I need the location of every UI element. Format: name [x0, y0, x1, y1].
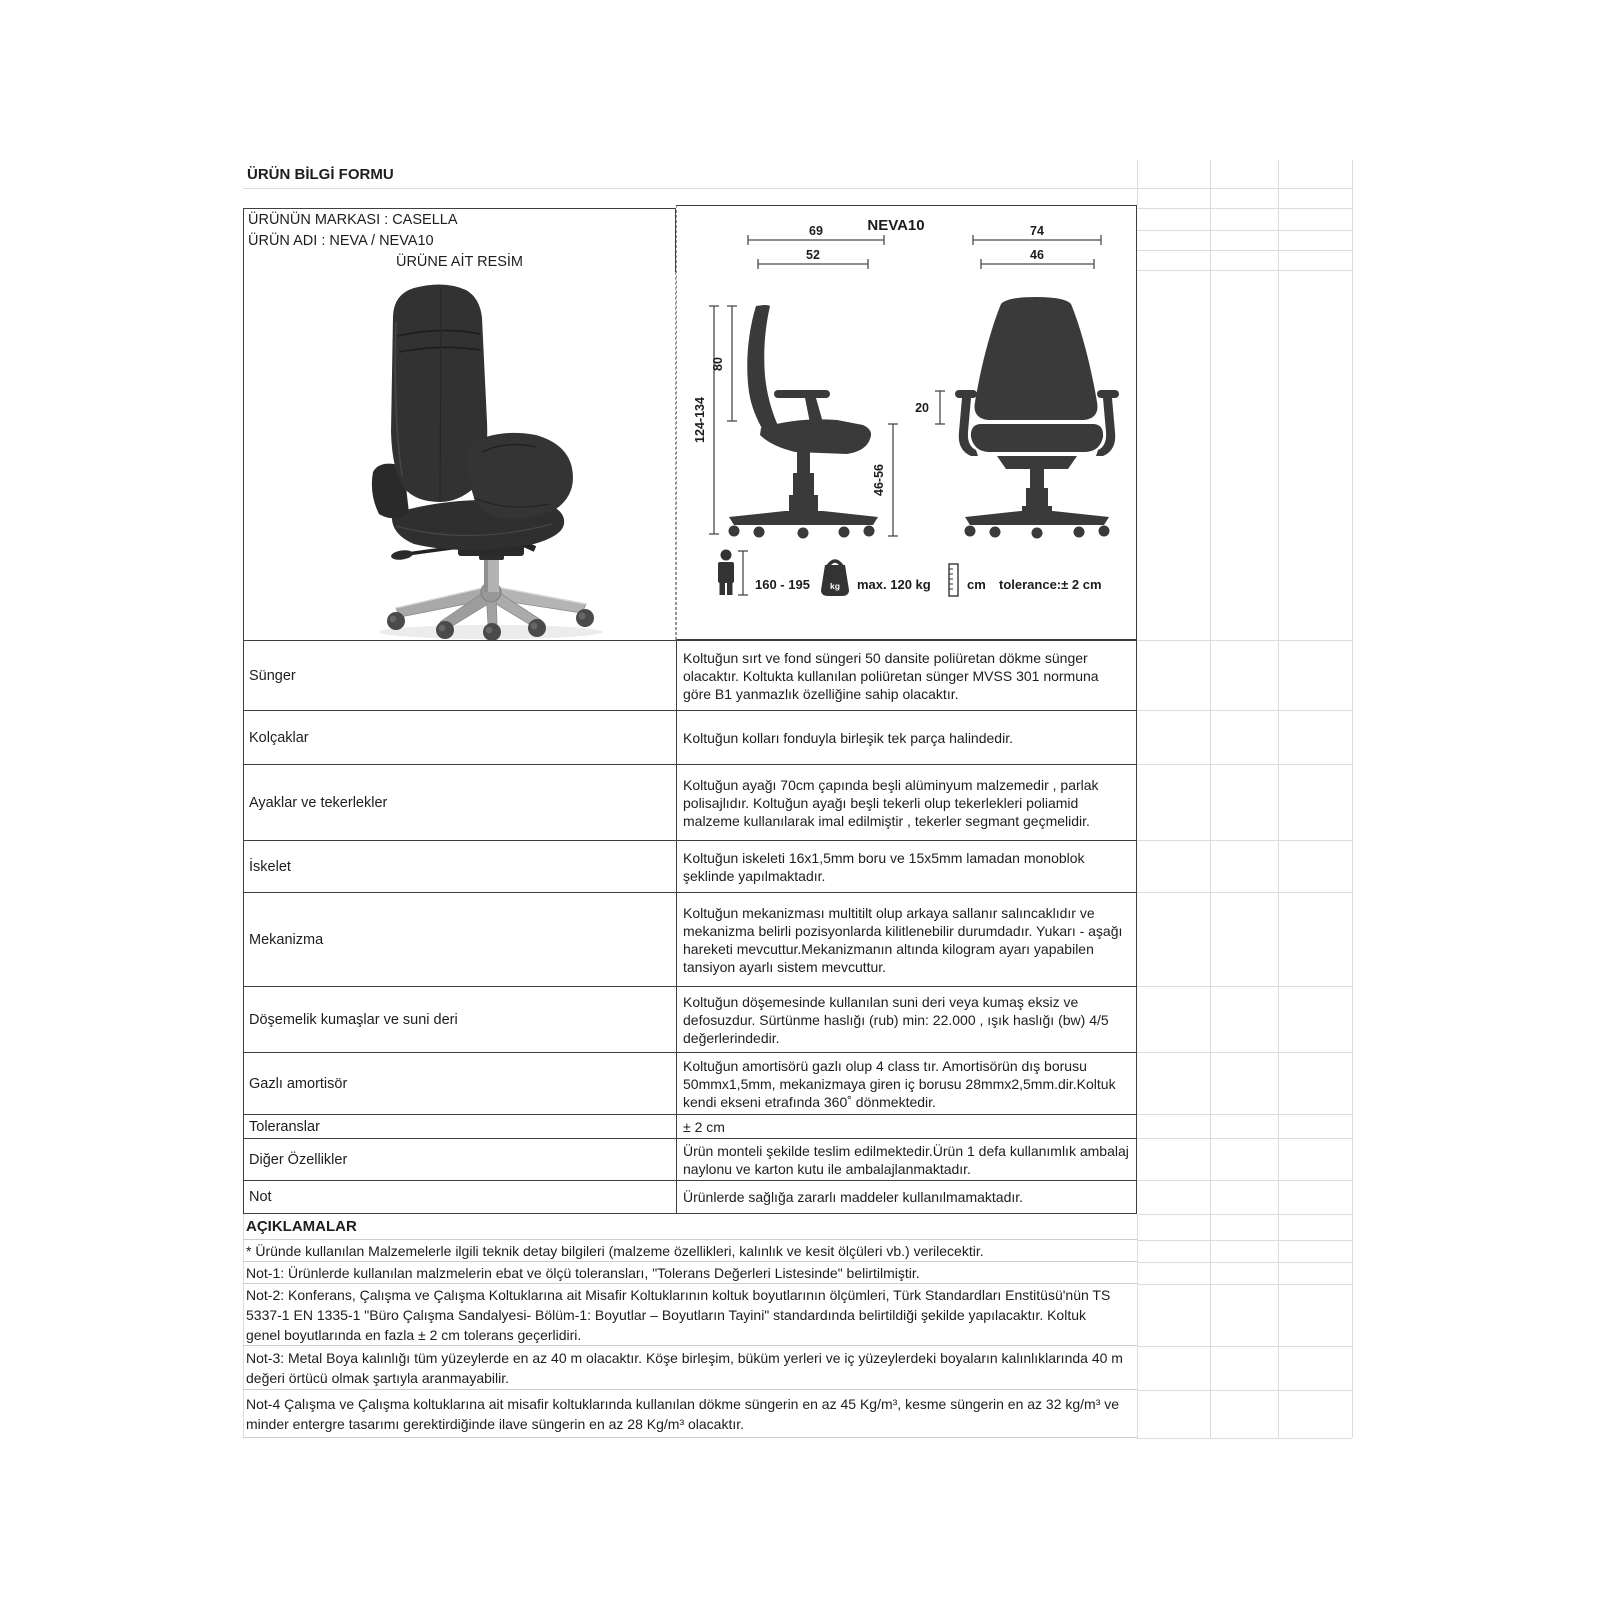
note-item: Not-2: Konferans, Çalışma ve Çalışma Koltuklarına ait Misafir Koltuklarının koltuk boyutlarının ölçümleri, Türk Standardları Enstitüsü'nün TS 5337-1 EN 1335-1 "Büro Çalışma Sandalyesi- Bölüm-1: Boyutlar – Boyutların Tayini" standardında belirtildiği şekilde yapılacaktır. Koltuk genel boyutlarında en fazla ± 2 cm tolerans geçerlidiri. [243, 1284, 1137, 1346]
table-row [244, 711, 1136, 765]
table-row [244, 1181, 1136, 1213]
dim-back-width-outer: 74 [1030, 224, 1044, 238]
spec-table [243, 640, 1137, 1214]
spec-label: Mekanizma [244, 893, 677, 986]
spec-desc: Koltuğun iskeleti 16x1,5mm boru ve 15x5mm lamadan monoblok şeklinde yapılmaktadır. [683, 849, 1085, 884]
table-row [244, 1053, 1136, 1115]
product-image-panel [243, 272, 676, 640]
brand-row: ÜRÜNÜN MARKASI : CASELLA [243, 208, 676, 231]
table-row [244, 1139, 1136, 1181]
chair-photo [244, 272, 677, 640]
spec-desc: Koltuğun mekanizması multitilt olup arkaya sallanır salıncaklıdır ve mekanizma belirli pozisyonlarda kilitlenebilir durumdadır. Yukarı - aşağı hareketi mevcuttur.Mekanizmanın altında kilogram ayarı yapabilen tansiyon ayarlı sistem mevcuttur. [683, 904, 1123, 975]
spec-label: Gazlı amortisör [244, 1053, 677, 1114]
notes-heading: AÇIKLAMALAR [243, 1214, 1137, 1240]
chair-back-view-drawing [955, 297, 1119, 539]
spec-desc: Ürün monteli şekilde teslim edilmektedir.Ürün 1 defa kullanımlık ambalaj naylonu ve karton kutu ile ambalajlanmaktadır. [683, 1142, 1129, 1177]
table-row [244, 893, 1136, 987]
spec-label: Diğer Özellikler [244, 1139, 677, 1180]
spec-desc: Koltuğun amortisörü gazlı olup 4 class tır. Amortisörün dış borusu 50mmx1,5mm, mekanizmaya giren iç borusu 28mmx2,5mm.dir.Koltuk kendi ekseni etrafında 360˚ dönmektedir. [683, 1057, 1116, 1110]
dim-side-width-outer: 69 [809, 224, 823, 238]
person-icon [718, 550, 734, 596]
unit-label: cm [967, 577, 986, 592]
spec-label: Kolçaklar [244, 711, 677, 764]
spec-label: Not [244, 1181, 677, 1213]
note-item: Not-1: Ürünlerde kullanılan malzmelerin ebat ve ölçü toleransları, "Tolerans Değerleri Listesinde" belirtilmiştir. [243, 1262, 1137, 1284]
spec-label: Döşemelik kumaşlar ve suni deri [244, 987, 677, 1052]
dimension-diagram [677, 206, 1136, 639]
diagram-model-label: NEVA10 [867, 217, 925, 234]
table-row [244, 841, 1136, 893]
weight-icon [821, 561, 849, 596]
height-gauge-line [738, 551, 748, 595]
chair-side-view-drawing [729, 305, 879, 539]
note-item: * Üründe kullanılan Malzemelerle ilgili teknik detay bilgileri (malzeme özellikleri, kalınlık ve kesit ölçüleri vb.) verilecektir. [243, 1240, 1137, 1262]
table-row [244, 641, 1136, 711]
note-item: Not-3: Metal Boya kalınlığı tüm yüzeylerde en az 40 m olacaktır. Köşe birleşim, büküm yerleri ve iç yüzeylerdeki boyaların kalınlıklarında 40 m değeri örtücü olmak şartıyla aranmayabilir. [243, 1346, 1137, 1390]
dim-back-width-inner: 46 [1030, 248, 1044, 262]
user-height-label: 160 - 195 [755, 577, 810, 592]
tolerance-label: tolerance:± 2 cm [999, 577, 1102, 592]
table-row [244, 987, 1136, 1053]
max-load-label: max. 120 kg [857, 577, 931, 592]
spec-label: İskelet [244, 841, 677, 892]
spec-desc: Koltuğun kolları fonduyla birleşik tek parça halindedir. [683, 729, 1013, 746]
spec-label: Sünger [244, 641, 677, 710]
spec-desc: Koltuğun döşemesinde kullanılan suni deri veya kumaş eksiz ve defosuzdur. Sürtünme haslığı (rub) min: 22.000 , ışık haslığı (bw) 4/5 değerlerindedir. [683, 993, 1109, 1046]
note-item: Not-4 Çalışma ve Çalışma koltuklarına ait misafir koltuklarında kullanılan dökme süngerin en az 45 Kg/m³, kesme süngerin en az 32 kg/m³ ve minder entergre tasarımı gerektirdiğinde ilave süngerin en az 28 Kg/m³ olacaktır. [243, 1390, 1137, 1438]
spec-desc: Koltuğun sırt ve fond süngeri 50 dansite poliüretan dökme sünger olacaktır. Koltukta kullanılan poliüretan sünger MVSS 301 normuna göre B1 yanmazlık özelliğine sahip olacaktır. [683, 649, 1099, 702]
dim-seat-height: 46-56 [872, 464, 886, 496]
svg-text:kg: kg [830, 581, 840, 591]
spec-label: Ayaklar ve tekerlekler [244, 765, 677, 840]
product-name-row: ÜRÜN ADI : NEVA / NEVA10 [243, 230, 676, 253]
dim-side-width-inner: 52 [806, 248, 820, 262]
dim-arm-height: 20 [915, 401, 929, 415]
notes-section [243, 1214, 1137, 1438]
spec-desc: Ürünlerde sağlığa zararlı maddeler kullanılmamaktadır. [683, 1189, 1024, 1205]
image-caption: ÜRÜNE AİT RESİM [243, 252, 676, 273]
legend [718, 550, 1102, 597]
table-row [244, 1115, 1136, 1139]
spec-desc: ± 2 cm [683, 1118, 725, 1135]
table-row [244, 765, 1136, 841]
technical-diagram-panel [676, 205, 1137, 640]
dim-back-height: 80 [711, 357, 725, 371]
ruler-icon [949, 564, 958, 596]
dim-total-height: 124-134 [693, 397, 707, 443]
spec-desc: Koltuğun ayağı 70cm çapında beşli alüminyum malzemedir , parlak polisajlıdır. Koltuğun ayağı beşli tekerli olup tekerlekleri poliamid malzeme kullanılarak imal edilmiştir , tekerler segmant geçmelidir. [683, 776, 1099, 829]
spec-label: Toleranslar [244, 1115, 677, 1138]
page-title: ÜRÜN BİLGİ FORMU [247, 165, 394, 183]
